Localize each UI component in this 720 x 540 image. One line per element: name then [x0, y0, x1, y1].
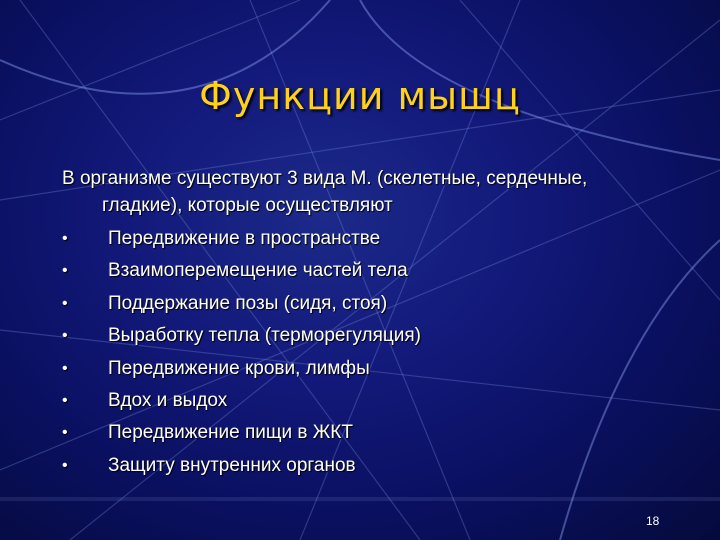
list-item: [62, 387, 662, 419]
list-item-text: Вдох и выдох: [108, 389, 228, 411]
list-item-text: Взаимоперемещение частей тела: [108, 260, 408, 282]
bullet-icon: •: [62, 424, 68, 442]
functions-list: [62, 225, 662, 484]
list-item: [62, 290, 662, 322]
list-item: [62, 225, 662, 257]
list-item: [62, 257, 662, 289]
bullet-icon: •: [62, 294, 68, 312]
list-item: [62, 322, 662, 354]
list-item: [62, 355, 662, 387]
slide-body: [62, 165, 662, 484]
list-item-text: Выработку тепла (терморегуляция): [108, 325, 421, 347]
list-item: [62, 452, 662, 484]
bullet-icon: •: [62, 327, 68, 345]
list-item-text: Передвижение крови, лимфы: [108, 357, 370, 379]
list-item: [62, 419, 662, 451]
bullet-icon: •: [62, 230, 68, 247]
bullet-icon: •: [62, 456, 68, 474]
list-item-text: Передвижение в пространстве: [108, 228, 381, 249]
page-number: 18: [646, 514, 660, 528]
list-item-text: Поддержание позы (сидя, стоя): [108, 292, 388, 314]
bullet-icon: •: [62, 262, 68, 280]
bullet-icon: •: [62, 391, 68, 409]
intro-text: В организме существуют 3 вида М. (скелетные, сердечные, гладкие), которые осуществляют: [62, 168, 588, 216]
list-item-text: Защиту внутренних органов: [108, 454, 356, 476]
bullet-icon: •: [62, 359, 68, 377]
list-item-text: Передвижение пищи в ЖКТ: [108, 422, 353, 444]
slide-title: Функции мышц: [199, 74, 521, 118]
